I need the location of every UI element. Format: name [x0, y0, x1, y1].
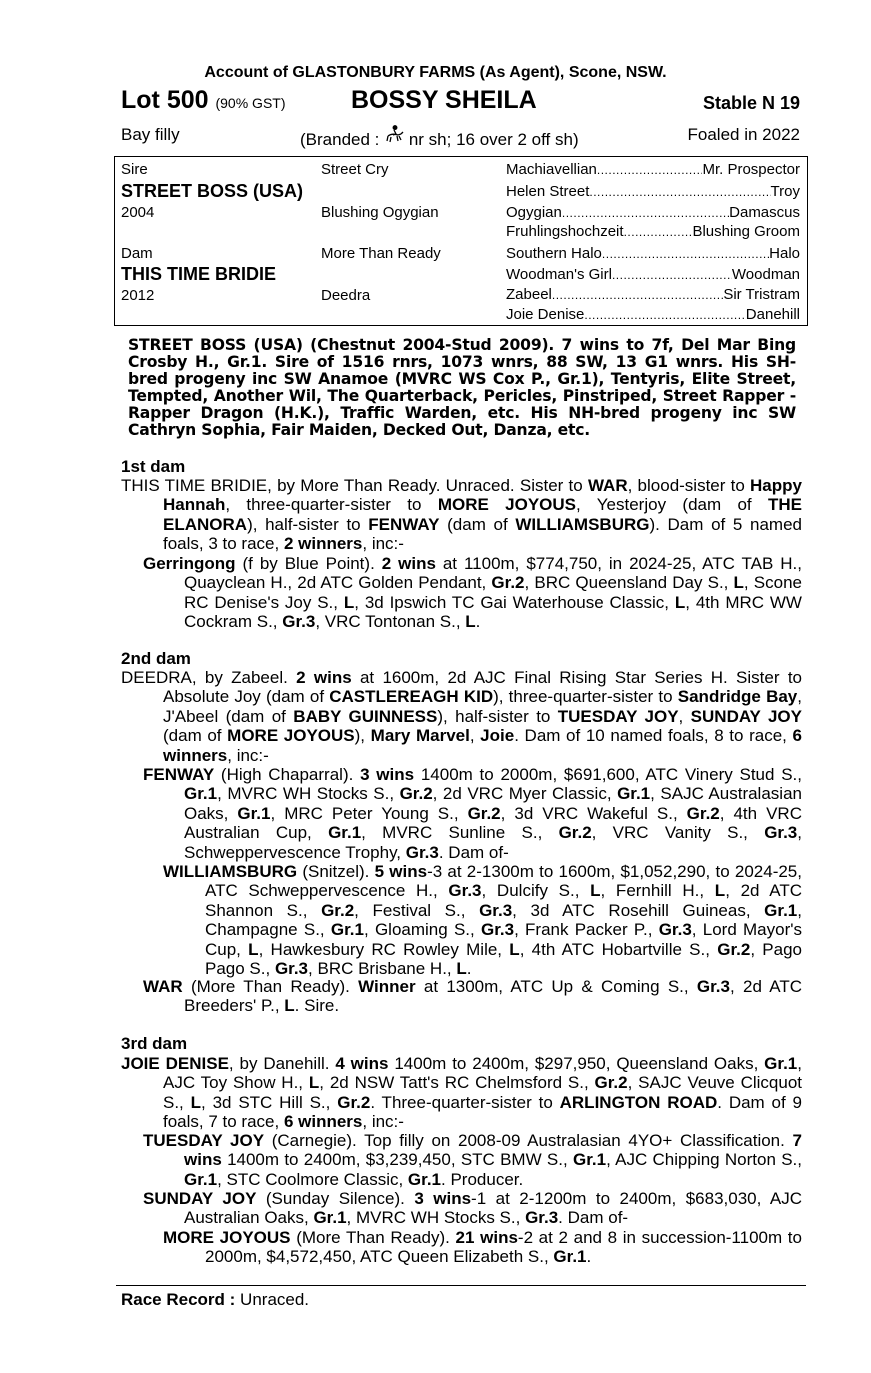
- gg-parent: Woodman: [731, 266, 800, 283]
- bold-run: Gr.3: [764, 823, 798, 843]
- gg-name: Joie Denise: [506, 306, 585, 323]
- text-run: , Frank Packer P.,: [514, 920, 659, 940]
- text-run: . Dam of 9 foals, 7 to race,: [163, 1092, 803, 1132]
- gg-name: Helen Street: [506, 183, 590, 200]
- great-grandparent-row: [506, 161, 800, 179]
- bold-run: Winner: [358, 977, 416, 996]
- bold-run: Gr.1: [313, 1208, 347, 1228]
- bold-run: FENWAY: [368, 514, 440, 534]
- bold-run: TUESDAY JOY: [143, 1131, 265, 1150]
- bold-run: Gr.2: [717, 939, 751, 959]
- great-grandparent-row: [506, 286, 800, 304]
- bold-run: Gr.2: [399, 784, 433, 804]
- text-run: , 4th VRC Australian Cup,: [184, 803, 802, 843]
- bold-run: Gr.3: [448, 881, 482, 901]
- sire-sire: Street Cry: [321, 161, 389, 178]
- gg-parent: Mr. Prospector: [702, 161, 800, 178]
- dam-dam: Deedra: [321, 287, 371, 304]
- bold-run: Gr.3: [274, 959, 309, 979]
- bold-run: Gr.2: [321, 900, 355, 920]
- bold-run: Gr.2: [594, 1073, 628, 1093]
- bold-run: Gerringong: [143, 554, 236, 573]
- text-run: -2 at 2 and 8 in succession-1100m to 2000m, $4,572,450, ATC Queen Elizabeth S.,: [205, 1228, 802, 1267]
- text-run: (High Chaparral).: [214, 765, 361, 784]
- gg-parent: Sir Tristram: [723, 286, 800, 303]
- text-run: , 3d VRC Wakeful S.,: [500, 803, 687, 823]
- text-run: .: [475, 612, 481, 632]
- text-run: . Sire.: [294, 996, 340, 1016]
- text-run: , Festival S.,: [354, 900, 480, 920]
- text-run: , Gloaming S.,: [363, 920, 481, 940]
- leader-dots: [597, 161, 703, 179]
- great-grandparent-row: [506, 245, 800, 263]
- bold-run: Gr.3: [282, 612, 316, 632]
- text-run: ), three-quarter-sister to: [493, 687, 678, 707]
- text-run: (f by Blue Point).: [235, 554, 382, 573]
- bold-run: Gr.1: [184, 784, 218, 804]
- bold-run: SUNDAY JOY: [690, 706, 802, 726]
- race-record-value: Unraced.: [235, 1290, 310, 1309]
- sire-name: STREET BOSS (USA): [121, 181, 304, 201]
- text-run: , 3d Ipswich TC Gai Waterhouse Classic,: [354, 592, 675, 612]
- text-run: (dam of: [163, 726, 228, 746]
- bold-run: MORE JOYOUS: [437, 495, 577, 515]
- sire-label: Sire: [121, 161, 148, 178]
- text-run: , STC Coolmore Classic,: [217, 1169, 408, 1189]
- stable-location: Stable N 19: [702, 93, 800, 113]
- text-run: , J'Abeel (dam of: [163, 687, 802, 726]
- dam-sire: More Than Ready: [321, 245, 441, 262]
- second-dam-paragraph: [121, 668, 802, 765]
- bold-run: L: [456, 959, 467, 979]
- gg-name: Zabeel: [506, 286, 552, 303]
- leader-dots: [612, 266, 732, 284]
- sire-summary: STREET BOSS (USA) (Chestnut 2004-Stud 2009). 7 wins to 7f, Del Mar Bing Crosby H., Gr.1. Sire of 1516 rnrs, 1073 wnrs, 88 SW, 13 G1 wnrs. His SH-bred progeny inc SW Anamoe (MVRC WS Cox P., Gr.1), Tentyris, Elite Street, Tempted, Another Wil, The Quarterback, Pericles, Pinstriped, Street Rapper - Rapper Dragon (H.K.), Traffic Warden, etc. His NH-bred progeny inc SW Cathryn Sophia, Fair Maiden, Decked Out, Danza, etc.: [128, 336, 796, 439]
- text-run: ,: [678, 706, 691, 726]
- bold-run: L: [284, 996, 295, 1016]
- bold-run: Gr.2: [467, 803, 501, 823]
- bold-run: 6 winners: [283, 1112, 363, 1132]
- text-run: , BRC Brisbane H.,: [308, 959, 457, 979]
- horse-name: BOSSY SHEILA: [351, 86, 537, 114]
- text-run: , Pago Pago S.,: [205, 939, 802, 979]
- text-run: (More Than Ready).: [182, 977, 359, 996]
- text-run: , 2d ATC Shannon S.,: [205, 881, 803, 920]
- third-dam-paragraph: [143, 1131, 802, 1189]
- bold-run: Gr.3: [696, 977, 730, 996]
- bold-run: Gr.2: [558, 823, 592, 843]
- text-run: , Champagne S.,: [205, 900, 802, 940]
- dam-year: 2012: [121, 287, 155, 304]
- bold-run: L: [190, 1092, 202, 1112]
- text-run: , Lord Mayor's Cup,: [205, 920, 802, 959]
- first-dam-heading: 1st dam: [121, 457, 186, 476]
- bold-run: L: [343, 592, 355, 612]
- bold-run: Sandridge Bay: [677, 687, 798, 707]
- lot-number: [121, 86, 286, 115]
- text-run: , three-quarter-sister to: [225, 495, 438, 515]
- bold-run: SUNDAY JOY: [143, 1189, 257, 1208]
- third-dam-paragraph: [143, 1189, 802, 1228]
- bold-run: L: [308, 1073, 320, 1093]
- text-run: . Dam of-: [438, 842, 509, 862]
- bold-run: MORE JOYOUS: [227, 726, 355, 746]
- text-run: , MRC Peter Young S.,: [270, 803, 468, 823]
- great-grandparent-row: [506, 204, 800, 222]
- bold-run: Gr.1: [572, 1150, 607, 1170]
- text-run: , 4th MRC WW Cockram S.,: [184, 592, 802, 632]
- bold-run: Gr.3: [658, 920, 692, 940]
- sire-year: 2004: [121, 204, 155, 221]
- text-run: 1400m to 2000m, $691,600, ATC Vinery Stud S.,: [414, 765, 802, 784]
- bold-run: WILLIAMSBURG: [515, 514, 650, 534]
- third-dam-heading: 3rd dam: [121, 1034, 188, 1053]
- race-record-label: Race Record :: [121, 1290, 236, 1309]
- second-dam-paragraph: [143, 977, 802, 1016]
- bold-run: L: [714, 881, 726, 901]
- text-run: THIS TIME BRIDIE, by More Than Ready. Unraced. Sister to: [121, 476, 588, 495]
- bold-run: Gr.1: [330, 920, 364, 940]
- horse-rider-brand-icon: [384, 130, 404, 149]
- text-run: , blood-sister to: [627, 476, 751, 495]
- text-run: , inc:-: [362, 534, 404, 554]
- text-run: (More Than Ready).: [290, 1228, 456, 1247]
- bold-run: 3 wins: [414, 1189, 472, 1208]
- bold-run: Gr.1: [553, 1247, 587, 1267]
- bold-run: Joie: [480, 726, 515, 746]
- text-run: , AJC Chipping Norton S.,: [606, 1150, 802, 1170]
- great-grandparent-row: [506, 223, 800, 241]
- bold-run: THE ELANORA: [163, 495, 802, 534]
- bold-run: Gr.1: [617, 784, 651, 804]
- gg-name: Southern Halo: [506, 245, 602, 262]
- bold-run: L: [674, 592, 686, 612]
- gg-parent: Troy: [770, 183, 800, 200]
- text-run: at 1600m, 2d AJC Final Rising Star Series H. Sister to Absolute Joy (dam of: [163, 668, 802, 707]
- bold-run: L: [509, 939, 520, 959]
- gg-parent: Damascus: [729, 204, 800, 221]
- text-run: (Carnegie). Top filly on 2008-09 Australasian 4YO+ Classification.: [264, 1131, 793, 1150]
- bold-run: BABY GUINNESS: [293, 706, 438, 726]
- gg-parent: Halo: [769, 245, 800, 262]
- bold-run: 6 winners: [163, 726, 802, 765]
- bold-run: CASTLEREAGH KID: [329, 687, 494, 707]
- text-run: , 2d NSW Tatt's RC Chelmsford S.,: [319, 1073, 595, 1093]
- great-grandparent-row: [506, 306, 800, 324]
- bold-run: FENWAY: [143, 765, 215, 784]
- bold-run: Gr.1: [328, 823, 362, 843]
- bold-run: 7 wins: [184, 1131, 802, 1170]
- text-run: , 2d ATC Breeders' P.,: [184, 977, 802, 1016]
- bold-run: Gr.1: [764, 900, 798, 920]
- dam-name: THIS TIME BRIDIE: [121, 264, 277, 284]
- text-run: at 1300m, ATC Up & Coming S.,: [415, 977, 697, 996]
- gg-parent: Danehill: [745, 306, 800, 323]
- leader-dots: [562, 204, 729, 222]
- bold-run: WAR: [143, 977, 183, 996]
- gg-name: Woodman's Girl: [506, 266, 612, 283]
- text-run: , MVRC WH Stocks S.,: [346, 1208, 526, 1228]
- bold-run: L: [248, 939, 259, 959]
- brand-prefix: (Branded :: [300, 130, 385, 149]
- text-run: . Dam of-: [558, 1208, 629, 1228]
- bold-run: Gr.3: [525, 1208, 559, 1228]
- bold-run: Gr.1: [237, 803, 271, 823]
- text-run: ), half-sister to: [437, 706, 558, 726]
- third-dam-paragraph: [121, 1054, 803, 1132]
- bold-run: Gr.2: [686, 803, 720, 823]
- text-run: , 3d STC Hill S.,: [201, 1092, 338, 1112]
- text-run: , Fernhill H.,: [600, 881, 715, 901]
- vendor-account: Account of GLASTONBURY FARMS (As Agent), Scone, NSW.: [204, 64, 667, 81]
- text-run: , 2d VRC Myer Classic,: [432, 784, 618, 804]
- bold-run: ARLINGTON ROAD: [559, 1092, 718, 1112]
- text-run: .: [466, 959, 472, 979]
- gg-parent: Blushing Groom: [692, 223, 800, 240]
- text-run: ,: [469, 726, 481, 746]
- bold-run: WILLIAMSBURG: [163, 862, 298, 881]
- text-run: -3 at 2-1300m to 1600m, $1,052,290, to 2024-25, ATC Schweppervescence H.,: [205, 862, 802, 901]
- text-run: . Three-quarter-sister to: [370, 1092, 560, 1112]
- bold-run: L: [590, 881, 601, 901]
- bold-run: WAR: [587, 476, 628, 495]
- great-grandparent-row: [506, 266, 800, 284]
- bold-run: 21 wins: [455, 1228, 518, 1247]
- text-run: , SAJC Australasian Oaks,: [184, 784, 802, 823]
- text-run: , MVRC WH Stocks S.,: [217, 784, 400, 804]
- bold-run: 5 wins: [374, 862, 428, 881]
- bold-run: Happy Hannah: [163, 476, 802, 515]
- leader-dots: [552, 286, 723, 304]
- bold-run: Gr.1: [184, 1169, 218, 1189]
- foaled-year: Foaled in 2022: [687, 125, 800, 144]
- dam-label: Dam: [121, 245, 153, 262]
- text-run: , BRC Queensland Day S.,: [524, 573, 734, 593]
- bold-run: Gr.3: [405, 842, 439, 862]
- text-run: , Dulcify S.,: [481, 881, 591, 901]
- sex-colour: Bay filly: [121, 125, 180, 144]
- text-run: , Hawkesbury RC Rowley Mile,: [258, 939, 510, 959]
- bold-run: TUESDAY JOY: [557, 706, 679, 726]
- text-run: , Scone RC Denise's Joy S.,: [184, 573, 802, 612]
- text-run: 1400m to 2400m, $297,950, Queensland Oaks,: [388, 1054, 765, 1073]
- race-record: [121, 1290, 309, 1310]
- bold-run: Gr.1: [407, 1169, 442, 1189]
- text-run: , VRC Tontonan S.,: [315, 612, 466, 632]
- bold-run: Gr.1: [764, 1054, 798, 1073]
- bold-run: 2 wins: [296, 668, 352, 687]
- text-run: DEEDRA, by Zabeel.: [121, 668, 297, 687]
- bold-run: L: [465, 612, 476, 632]
- text-run: ), half-sister to: [247, 514, 369, 534]
- second-dam-heading: 2nd dam: [121, 649, 191, 668]
- text-run: , 4th ATC Hobartville S.,: [519, 939, 718, 959]
- race-record-divider: [116, 1285, 806, 1286]
- leader-dots: [589, 183, 770, 201]
- text-run: ). Dam of 5 named foals, 3 to race,: [163, 514, 802, 554]
- bold-run: Gr.3: [479, 900, 513, 920]
- text-run: (dam of: [439, 514, 516, 534]
- text-run: .: [586, 1247, 592, 1267]
- bold-run: Mary Marvel: [370, 726, 470, 746]
- gg-name: Fruhlingshochzeit: [506, 223, 624, 240]
- text-run: ),: [354, 726, 371, 746]
- bold-run: L: [733, 573, 744, 593]
- text-run: , VRC Vanity S.,: [591, 823, 765, 843]
- text-run: , AJC Toy Show H.,: [163, 1054, 802, 1093]
- bold-run: 4 wins: [335, 1054, 389, 1073]
- text-run: (Snitzel).: [297, 862, 375, 881]
- text-run: 1400m to 2400m, $3,239,450, STC BMW S.,: [221, 1150, 573, 1170]
- text-run: , MVRC Sunline S.,: [361, 823, 559, 843]
- leader-dots: [602, 245, 769, 263]
- bold-run: MORE JOYOUS: [163, 1228, 291, 1247]
- text-run: (Sunday Silence).: [256, 1189, 415, 1208]
- bold-run: 2 winners: [283, 534, 363, 554]
- text-run: . Producer.: [441, 1169, 524, 1189]
- text-run: at 1100m, $774,750, in 2024-25, ATC TAB H., Quayclean H., 2d ATC Golden Pendant,: [184, 554, 802, 593]
- third-dam-paragraph: [163, 1228, 802, 1267]
- text-run: , Schweppervescence Trophy,: [184, 823, 803, 862]
- leader-dots: [624, 223, 693, 241]
- great-grandparent-row: [506, 183, 800, 201]
- text-run: , Yesterjoy (dam of: [576, 495, 768, 515]
- gst-note: (90% GST): [215, 95, 286, 111]
- brand-description: [300, 125, 579, 150]
- lot-label: Lot 500: [121, 86, 209, 114]
- second-dam-paragraph: [143, 765, 803, 862]
- bold-run: Gr.2: [337, 1092, 371, 1112]
- first-dam-paragraph: [121, 476, 802, 554]
- second-dam-paragraph: [163, 862, 803, 979]
- text-run: . Dam of 10 named foals, 8 to race,: [514, 726, 793, 746]
- text-run: , 3d ATC Rosehill Guineas,: [512, 900, 765, 920]
- bold-run: Gr.3: [480, 920, 515, 940]
- text-run: , by Danehill.: [228, 1054, 336, 1073]
- text-run: , inc:-: [227, 745, 269, 765]
- gg-name: Machiavellian: [506, 161, 597, 178]
- text-run: -1 at 2-1200m to 2400m, $683,030, AJC Australian Oaks,: [184, 1189, 802, 1228]
- leader-dots: [584, 306, 745, 324]
- bold-run: 3 wins: [360, 765, 415, 784]
- text-run: , SAJC Veuve Clicquot S.,: [163, 1073, 803, 1112]
- bold-run: JOIE DENISE: [121, 1054, 229, 1073]
- brand-suffix: nr sh; 16 over 2 off sh): [404, 130, 579, 149]
- bold-run: Gr.2: [491, 573, 525, 593]
- gg-name: Ogygian: [506, 204, 562, 221]
- text-run: , inc:-: [362, 1112, 404, 1132]
- first-dam-paragraph: [143, 554, 802, 632]
- sire-dam: Blushing Ogygian: [321, 204, 439, 221]
- bold-run: 2 wins: [381, 554, 436, 573]
